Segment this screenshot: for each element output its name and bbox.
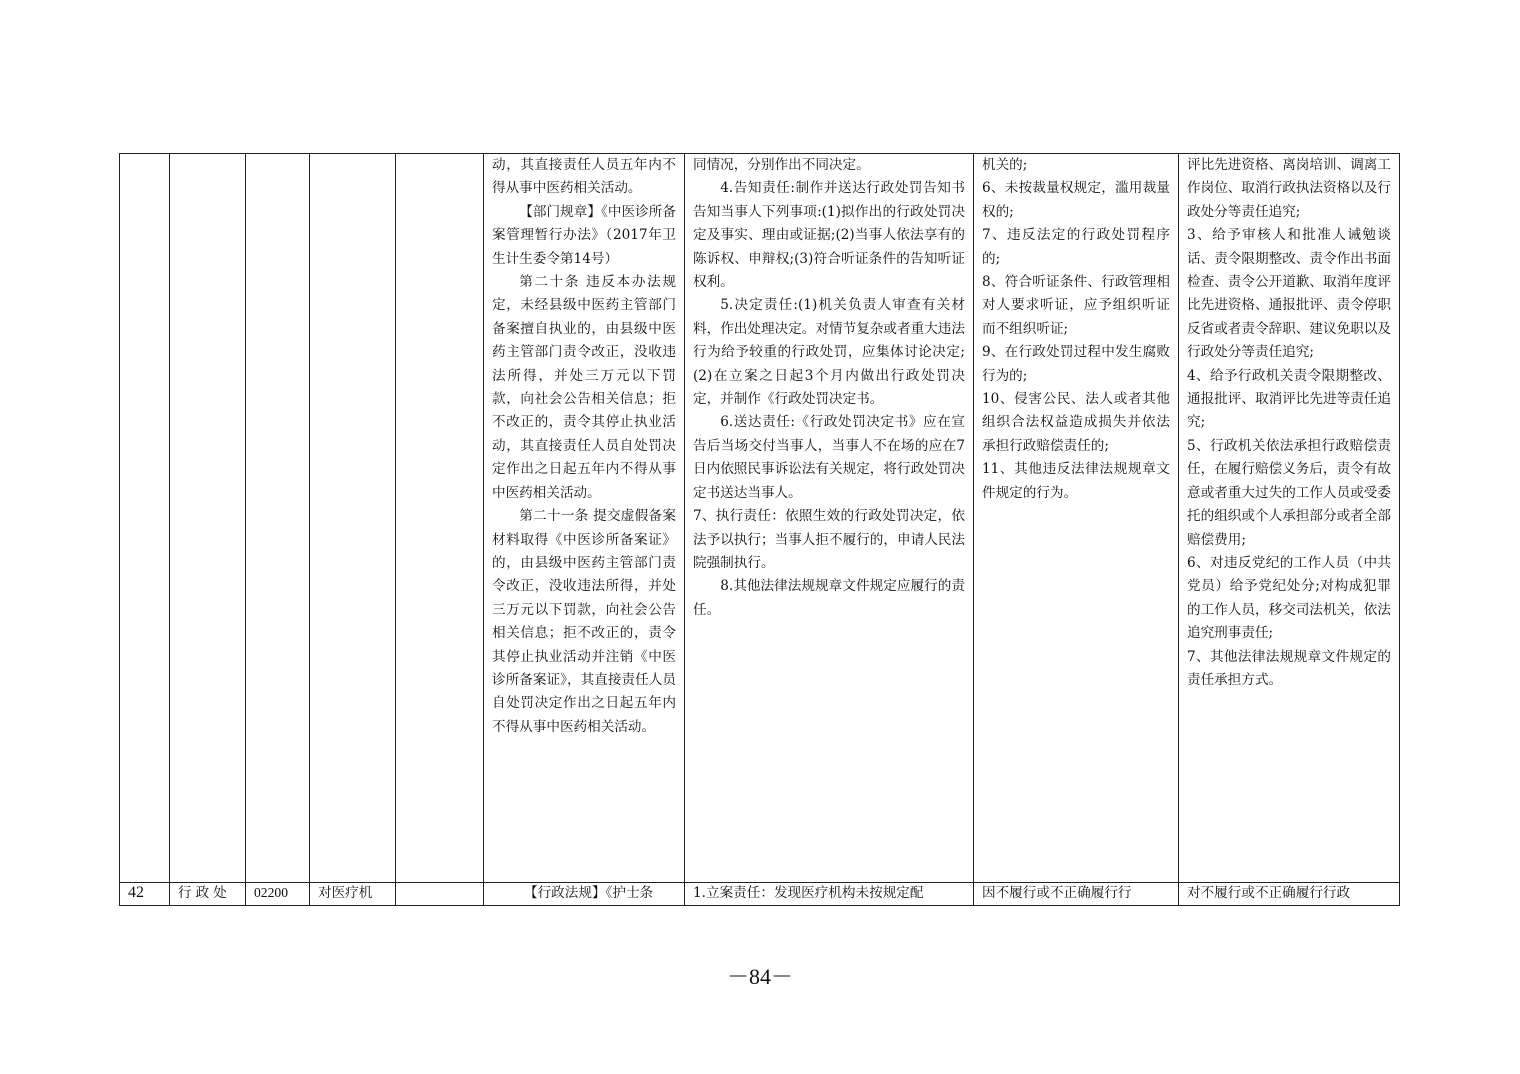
basis-paragraph: 第二十条 违反本办法规定，未经县级中医药主管部门备案擅自执业的，由县级中医药主管部门责令改正，没收违法所得，并处三万元以下罚款，向社会公告相关信息；拒不改正的，责令其停止执业活动，其直接责任人员自处罚决定作出之日起五年内不得从事中医药相关活动。 (492, 274, 676, 501)
accountability-item: 7、违反法定的行政处罚程序的; (982, 227, 1170, 267)
cell-accountability-cases (974, 154, 1179, 883)
basis-paragraph: 【部门规章】《中医诊所备案管理暂行办法》（2017年卫生计生委令第14号） (492, 203, 676, 267)
accountability-item: 机关的; (982, 157, 1028, 173)
measure-item: 3、给予审核人和批准人诫勉谈话、责令限期整改、责令作出书面检查、责令公开道歉、取消年度评比先进资格、通报批评、责令停职反省或者责令辞职、建议免职以及行政处分等责任追究; (1187, 227, 1391, 361)
responsibility-paragraph: 5.决定责任:(1)机关负责人审查有关材料，作出处理决定。对情节复杂或者重大违法行为给予较重的行政处罚，应集体讨论决定; (2)在立案之日起3个月内做出行政处罚决定，并制作《行政处罚决定书。 (693, 297, 965, 408)
accountability-item: 10、侵害公民、法人或者其他组织合法权益造成损失并依法承担行政赔偿责任的; (982, 391, 1170, 454)
measure-item: 7、其他法律法规规章文件规定的责任承担方式。 (1187, 648, 1391, 688)
measure-item: 4、给予行政机关责令限期整改、通报批评、取消评比先进等责任追究; (1187, 367, 1391, 431)
cell-legal-basis: 【行政法规】《护士条 (484, 883, 685, 906)
accountability-item: 11、其他违反法律法规规章文件规定的行为。 (982, 461, 1170, 501)
table-row-continued (120, 154, 1400, 883)
cell-item: 对医疗机 (310, 883, 396, 906)
cell-responsibility (685, 154, 974, 883)
cell-accountability-measures: 对不履行或不正确履行行政 (1179, 883, 1400, 906)
cell-office: 行政处 (170, 883, 246, 906)
responsibility-table (119, 153, 1400, 906)
cell-accountability-cases: 因不履行或不正确履行行 (974, 883, 1179, 906)
page-number: －84－ (726, 964, 793, 989)
table-row-42 (120, 883, 1400, 906)
cell-subitem (396, 883, 484, 906)
responsibility-paragraph: 6.送达责任:《行政处罚决定书》应在宣告后当场交付当事人，当事人不在场的应在7日内依照民事诉讼法有关规定，将行政处罚决定书送达当事人。 (693, 414, 965, 501)
cell-code (246, 154, 310, 883)
cell-number (120, 154, 170, 883)
responsibility-paragraph: 7、执行责任：依照生效的行政处罚决定，依法予以执行；当事人拒不履行的，申请人民法院强制执行。 (693, 508, 965, 571)
cell-legal-basis (484, 154, 685, 883)
accountability-item: 8、符合听证条件、行政管理相对人要求听证，应予组织听证而不组织听证; (982, 274, 1170, 337)
measure-item: 6、对违反党纪的工作人员（中共党员）给予党纪处分;对构成犯罪的工作人员，移交司法机关，依法追究刑事责任; (1187, 554, 1391, 642)
responsibility-paragraph: 8.其他法律法规规章文件规定应履行的责任。 (693, 578, 965, 618)
cell-number: 42 (120, 883, 170, 906)
cell-accountability-measures (1179, 154, 1400, 883)
measure-item: 评比先进资格、离岗培训、调离工作岗位、取消行政执法资格以及行政处分等责任追究; (1187, 157, 1391, 220)
cell-office (170, 154, 246, 883)
basis-paragraph: 第二十一条 提交虚假备案材料取得《中医诊所备案证》的，由县级中医药主管部门责令改正，没收违法所得，并处三万元以下罚款，向社会公告相关信息；拒不改正的，责令其停止执业活动并注销《中医诊所备案证》，其直接责任人员自处罚决定作出之日起五年内不得从事中医药相关活动。 (492, 508, 676, 735)
cell-responsibility: 1.立案责任：发现医疗机构未按规定配 (685, 883, 974, 906)
cell-subitem (396, 154, 484, 883)
cell-code: 02200 (246, 883, 310, 906)
responsibility-paragraph: 4.告知责任:制作并送达行政处罚告知书告知当事人下列事项:(1)拟作出的行政处罚决定及事实、理由或证据;(2)当事人依法享有的陈诉权、申辩权;(3)符合听证条件的告知听证权利。 (693, 180, 965, 291)
accountability-item: 6、未按裁量权规定，滥用裁量权的; (982, 180, 1170, 220)
accountability-item: 9、在行政处罚过程中发生腐败行为的; (982, 344, 1170, 384)
cell-item (310, 154, 396, 883)
responsibility-paragraph: 同情况，分别作出不同决定。 (693, 157, 870, 173)
measure-item: 5、行政机关依法承担行政赔偿责任，在履行赔偿义务后，责令有故意或者重大过失的工作人员或受委托的组织或个人承担部分或者全部赔偿费用; (1187, 437, 1391, 548)
basis-paragraph: 动，其直接责任人员五年内不得从事中医药相关活动。 (492, 157, 676, 197)
